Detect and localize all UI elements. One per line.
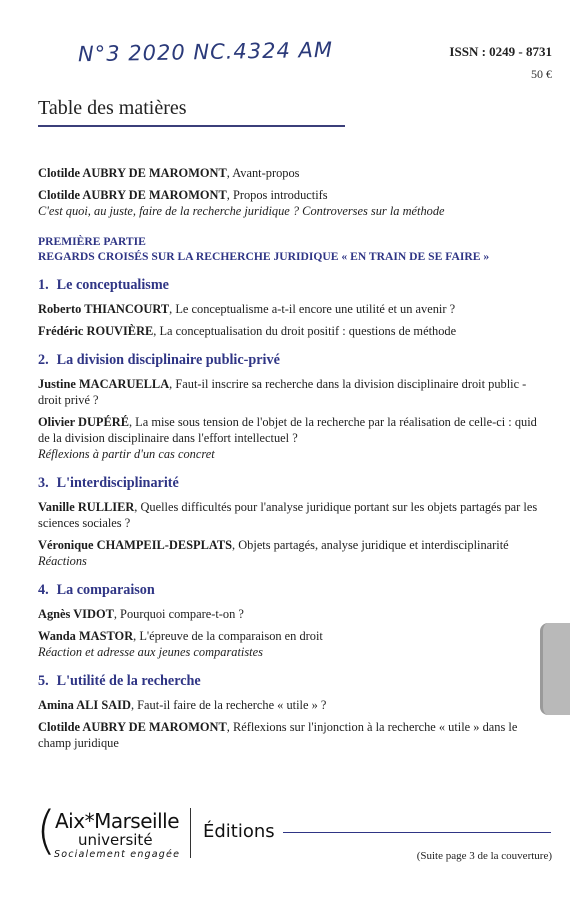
entry-author: Roberto THIANCOURT bbox=[38, 302, 170, 316]
entry-author: Justine MACARUELLA bbox=[38, 377, 170, 391]
toc-entry bbox=[38, 697, 538, 713]
toc-heading: Table des matières bbox=[38, 97, 187, 119]
section-number: 1. bbox=[38, 277, 49, 293]
page-tab-marker bbox=[540, 623, 570, 715]
handwritten-note: N°3 2020 NC.4324 AM bbox=[77, 37, 334, 67]
entry-subtitle: Réaction et adresse aux jeunes comparatistes bbox=[38, 645, 263, 659]
toc-entry bbox=[38, 165, 538, 181]
entry-title: , Faut-il faire de la recherche « utile » ? bbox=[130, 698, 327, 712]
toc-entry bbox=[38, 376, 538, 408]
toc-entry bbox=[38, 323, 538, 339]
footer-rule bbox=[283, 832, 551, 833]
entry-author: Amina ALI SAID bbox=[38, 698, 131, 712]
publisher-label: Éditions bbox=[203, 821, 275, 842]
section-heading bbox=[38, 475, 538, 491]
toc-entry bbox=[38, 628, 538, 660]
toc-entry bbox=[38, 537, 538, 569]
entry-title: , Avant-propos bbox=[226, 166, 300, 180]
entry-title: , Réflexions sur l'injonction à la recherche « utile » dans le champ juridique bbox=[38, 720, 518, 750]
entry-subtitle: Réactions bbox=[38, 554, 87, 568]
entry-title: , La mise sous tension de l'objet de la recherche par la réalisation de celle-ci : quid de la division disciplinaire dans l'effort intellectuel ? bbox=[38, 415, 537, 445]
entry-title: , Le conceptualisme a-t-il encore une utilité et un avenir ? bbox=[169, 302, 456, 316]
continuation-note: (Suite page 3 de la couverture) bbox=[416, 850, 552, 862]
logo-divider bbox=[190, 808, 191, 858]
entry-author: Clotilde AUBRY DE MAROMONT bbox=[38, 188, 227, 202]
part-label: PREMIÈRE PARTIE bbox=[38, 235, 146, 248]
entry-author: Olivier DUPÉRÉ bbox=[38, 415, 129, 429]
section-title: L'interdisciplinarité bbox=[56, 475, 179, 491]
section-heading bbox=[38, 673, 538, 689]
entry-title: , Pourquoi compare-t-on ? bbox=[113, 607, 244, 621]
entry-title: , Quelles difficultés pour l'analyse juridique portant sur les objets partagés par les sciences sociales ? bbox=[38, 500, 538, 530]
section-heading bbox=[38, 277, 538, 293]
entry-author: Wanda MASTOR bbox=[38, 629, 134, 643]
section-title: La comparaison bbox=[56, 582, 155, 598]
section-title: Le conceptualisme bbox=[56, 277, 169, 293]
section-number: 3. bbox=[38, 475, 49, 491]
section-heading bbox=[38, 582, 538, 598]
entry-title: , L'épreuve de la comparaison en droit bbox=[133, 629, 323, 643]
sections-list bbox=[38, 277, 538, 751]
entry-author: Clotilde AUBRY DE MAROMONT bbox=[38, 166, 227, 180]
toc-entry bbox=[38, 719, 538, 751]
entry-title: , Objets partagés, analyse juridique et interdisciplinarité bbox=[232, 538, 509, 552]
toc-entry bbox=[38, 606, 538, 622]
entry-author: Vanille RULLIER bbox=[38, 500, 135, 514]
part-heading bbox=[38, 234, 538, 264]
issn-number: ISSN : 0249 - 8731 bbox=[449, 44, 552, 59]
part-title: REGARDS CROISÉS SUR LA RECHERCHE JURIDIQUE « EN TRAIN DE SE FAIRE » bbox=[38, 250, 490, 263]
toc-entry bbox=[38, 187, 538, 219]
entry-author: Agnès VIDOT bbox=[38, 607, 114, 621]
entry-author: Frédéric ROUVIÈRE bbox=[38, 324, 154, 338]
heading-underline bbox=[38, 125, 345, 127]
logo-tagline: Socialement engagée bbox=[54, 849, 181, 860]
entry-author: Véronique CHAMPEIL-DESPLATS bbox=[38, 538, 233, 552]
entry-subtitle: Réflexions à partir d'un cas concret bbox=[38, 447, 215, 461]
entry-author: Clotilde AUBRY DE MAROMONT bbox=[38, 720, 227, 734]
toc-entry bbox=[38, 414, 538, 462]
section-number: 5. bbox=[38, 673, 49, 689]
section-title: L'utilité de la recherche bbox=[56, 673, 201, 689]
entry-title: , Faut-il inscrire sa recherche dans la division disciplinaire droit public - droit privé ? bbox=[38, 377, 527, 407]
logo-wordmark: Aix*Marseille bbox=[55, 809, 180, 833]
logo-university: université bbox=[78, 831, 153, 849]
section-number: 2. bbox=[38, 352, 49, 368]
toc-entry bbox=[38, 499, 538, 531]
entry-subtitle: C'est quoi, au juste, faire de la recherche juridique ? Controverses sur la méthode bbox=[38, 204, 445, 218]
intro-entries bbox=[38, 165, 538, 219]
section-heading bbox=[38, 352, 538, 368]
section-number: 4. bbox=[38, 582, 49, 598]
section-title: La division disciplinaire public-privé bbox=[56, 352, 280, 368]
logo-bracket-icon: ( bbox=[36, 801, 57, 861]
university-logo bbox=[36, 801, 196, 867]
price-label: 50 € bbox=[531, 67, 552, 81]
table-of-contents bbox=[38, 165, 538, 757]
entry-title: , Propos introductifs bbox=[226, 188, 328, 202]
toc-entry bbox=[38, 301, 538, 317]
entry-title: , La conceptualisation du droit positif : questions de méthode bbox=[153, 324, 457, 338]
